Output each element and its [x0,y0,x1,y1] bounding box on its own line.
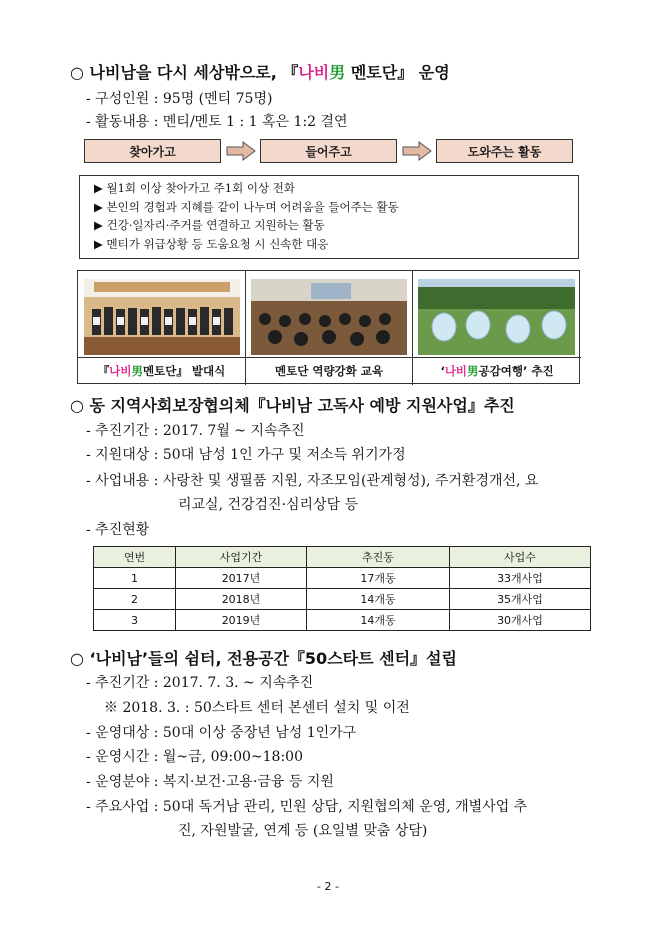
table-header-row [94,547,591,568]
page-number: - 2 - [317,880,339,893]
table-cell: 33개사업 [450,568,591,589]
caption-travel: ‘ 나비 男 공감여행’ 추진 [440,364,554,378]
bullet-item: ▶ 본인의 경험과 지혜를 같이 나누며 어려움을 들어주는 활동 [94,199,399,214]
table-cell: 2019년 [176,610,307,631]
caption-ceremony: 『 나비 男 멘토단』 발대식 [97,364,226,378]
nabinam-logo-na: 나비 [298,63,330,82]
section1-heading: ○ 나비남을 다시 세상밖으로, 『나비男 멘토단』 운영 [70,63,450,82]
section2-target: - 지원대상 : 50대 남성 1인 가구 및 저소득 위기가정 [86,447,406,463]
table-cell: 30개사업 [450,610,591,631]
section3-note: ※ 2018. 3. : 50스타트 센터 본센터 설치 및 이전 [104,700,410,716]
table-cell: 1 [94,568,176,589]
table-cell: 3 [94,610,176,631]
bullet-item: ▶ 건강·일자리·주거를 연결하고 지원하는 활동 [94,218,325,232]
section3-main-line2: 진, 자원발굴, 연계 등 (요일별 맞춤 상담) [178,823,428,839]
table-header: 사업수 [450,547,591,568]
photo-strip [77,270,580,384]
status-table [93,546,591,631]
table-cell: 2017년 [176,568,307,589]
table-header: 사업기간 [176,547,307,568]
section2-content-line1: - 사업내용 : 사랑찬 및 생필품 지원, 자조모임(관계형성), 주거환경개선, 요 [86,473,539,489]
arrow-right-icon [402,141,432,161]
table-row [94,589,591,610]
table-cell: 35개사업 [450,589,591,610]
travel-photo [418,279,575,355]
table-header: 연번 [94,547,176,568]
caption-training: 멘토단 역량강화 교육 [275,364,383,378]
table-header: 추진동 [307,547,450,568]
bullet-item: ▶ 멘티가 위급상황 등 도움요청 시 신속한 대응 [94,236,329,251]
section3-hours: - 운영시간 : 월~금, 09:00~18:00 [86,749,303,765]
section3-heading: ○ ‘나비남’들의 쉼터, 전용공간『50스타트 센터』설립 [70,649,457,668]
section2-period: - 추진기간 : 2017. 7월 ~ 지속추진 [86,423,305,439]
section2-status: - 추진현황 [86,522,150,538]
arrow-right-icon [226,141,256,161]
section1-activity: - 활동내용 : 멘티/멘토 1 : 1 혹은 1:2 결연 [86,114,348,130]
flow-step-1: 찾아가고 [84,139,221,163]
table-cell: 17개동 [307,568,450,589]
table-row [94,610,591,631]
flow-step-3: 도와주는 활동 [436,139,573,163]
section3-period: - 추진기간 : 2017. 7. 3. ~ 지속추진 [86,675,314,691]
section3-main-line1: - 주요사업 : 50대 독거남 관리, 민원 상담, 지원협의체 운영, 개별사업 추 [86,799,528,815]
training-photo [251,279,407,355]
activity-bullets-box [79,175,579,259]
flow-step-2: 들어주고 [260,139,397,163]
section2-heading: ○ 동 지역사회보장협의체『나비남 고독사 예방 지원사업』추진 [70,396,515,415]
table-cell: 2 [94,589,176,610]
section1-members: - 구성인원 : 95명 (멘티 75명) [86,91,273,107]
nabinam-logo-nam: 男 [329,63,346,82]
table-cell: 14개동 [307,610,450,631]
section3-target: - 운영대상 : 50대 이상 중장년 남성 1인가구 [86,725,357,741]
ceremony-photo [84,279,240,355]
caption-divider [78,357,581,358]
section2-content-line2: 리교실, 건강검진·심리상담 등 [178,497,359,513]
table-cell: 14개동 [307,589,450,610]
bullet-item: ▶ 월1회 이상 찾아가고 주1회 이상 전화 [94,181,295,195]
section3-field: - 운영분야 : 복지·보건·고용·금융 등 지원 [86,774,334,790]
table-cell: 2018년 [176,589,307,610]
table-row [94,568,591,589]
